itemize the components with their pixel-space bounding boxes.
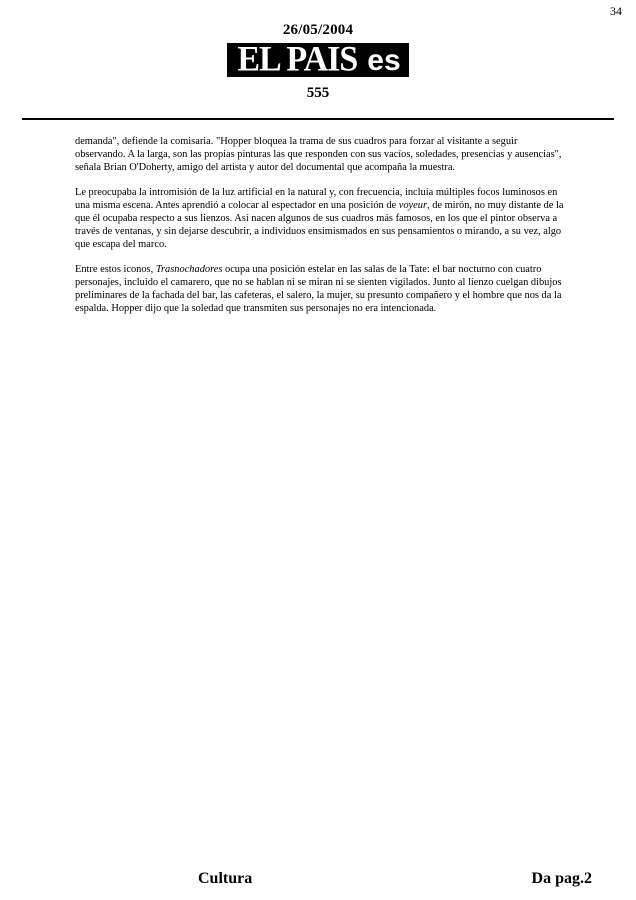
paragraph-2-text-a: Le preocupaba la intromisión de la luz artificial en la natural y, con frecuencia, incluía múltiples focos luminosos en una misma escena. Antes aprendió a colocar al espectador en una posición de [75,187,558,211]
publication-date: 26/05/2004 [282,22,354,38]
masthead [0,22,636,102]
paragraph-1-text: demanda", defiende la comisaria. "Hopper bloquea la trama de sus cuadros para forzar al visitante a seguir observando. A la larga, son las propias pinturas las que responden con sus vacíos, soledades, presencias y ausencias", señala Brian O'Doherty, amigo del artista y autor del documental que acompaña la muestra. [75,136,562,173]
article-body [75,135,565,327]
logo-main-text: EL PAIS [237,40,358,79]
header-divider [22,118,614,120]
logo-suffix-text: es [367,44,401,77]
paragraph-3-text-b: ocupa una posición estelar en las salas de la Tate: el bar nocturno con cuatro personajes, incluido el camarero, que no se hablan ni se miran ni se sienten vigilados. Junto al lienzo cuelgan dibujos preliminares de la fachada del bar, las cafeteras, el salero, la mujer, su presunto compañero y el hombre que nos da la espalda. Hopper dijo que la soledad que transmiten sus personajes no era intencionada. [75,264,562,314]
article-paragraph-1 [75,135,565,174]
footer-section-label: Cultura [198,870,253,887]
page-number: 34 [610,4,622,18]
section-code: 555 [306,85,330,101]
paragraph-3-italic: Trasnochadores [155,264,223,275]
paragraph-2-text-b: , de mirón, no muy distante de la que él ocupaba respecto a sus lienzos. Así nacen algunos de sus cuadros más famosos, en los que el pintor observa a través de ventanas, y sin dejarse descubrir, a individuos ensimismados en sus pensamientos o mirando, a su vez, algo que escapa del marco. [75,200,564,250]
footer-continuation-label: Da pag.2 [531,870,592,887]
article-paragraph-3 [75,263,565,315]
newspaper-logo [227,40,408,79]
article-paragraph-2 [75,186,565,251]
paragraph-2-italic: voyeur [398,200,427,211]
paragraph-3-text-a: Entre estos iconos, [75,264,156,275]
